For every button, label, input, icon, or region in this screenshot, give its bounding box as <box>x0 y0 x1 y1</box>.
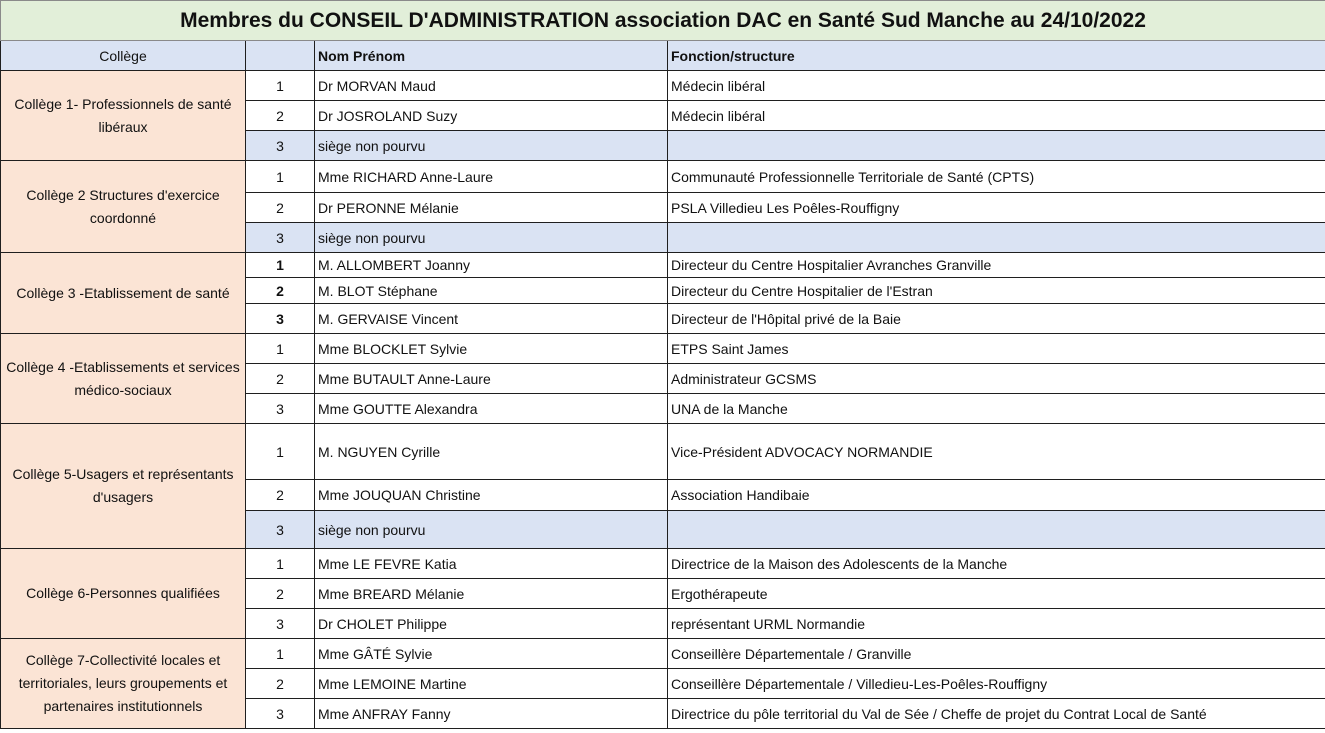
member-name[interactable]: Mme JOUQUAN Christine <box>315 480 668 511</box>
member-number[interactable]: 3 <box>246 394 315 424</box>
member-number[interactable]: 1 <box>246 424 315 480</box>
sheet-title[interactable]: Membres du CONSEIL D'ADMINISTRATION association DAC en Santé Sud Manche au 24/10/2022 <box>1 1 1325 41</box>
member-number[interactable]: 2 <box>246 364 315 394</box>
member-number[interactable]: 1 <box>246 639 315 669</box>
member-number[interactable]: 3 <box>246 131 315 161</box>
member-function[interactable]: Vice-Président ADVOCACY NORMANDIE <box>668 424 1325 480</box>
header-number[interactable] <box>246 41 315 71</box>
member-function[interactable]: Communauté Professionnelle Territoriale de Santé (CPTS) <box>668 161 1325 193</box>
member-number[interactable]: 1 <box>246 161 315 193</box>
college-3-label[interactable]: Collège 3 -Etablissement de santé <box>1 253 246 334</box>
college-1-label[interactable]: Collège 1- Professionnels de santé libéraux <box>1 71 246 161</box>
member-function[interactable]: Directeur du Centre Hospitalier de l'Estran <box>668 278 1325 304</box>
member-name[interactable]: siège non pourvu <box>315 131 668 161</box>
header-college[interactable]: Collège <box>1 41 246 71</box>
member-number[interactable]: 3 <box>246 511 315 549</box>
member-name[interactable]: siège non pourvu <box>315 511 668 549</box>
member-function[interactable]: Ergothérapeute <box>668 579 1325 609</box>
header-function[interactable]: Fonction/structure <box>668 41 1325 71</box>
member-row <box>1 334 1325 364</box>
member-function[interactable]: Conseillère Départementale / Granville <box>668 639 1325 669</box>
member-number[interactable]: 1 <box>246 71 315 101</box>
member-name[interactable]: Mme BREARD Mélanie <box>315 579 668 609</box>
member-number[interactable]: 1 <box>246 549 315 579</box>
member-row <box>1 253 1325 278</box>
member-number[interactable]: 2 <box>246 480 315 511</box>
member-name[interactable]: Mme GÂTÉ Sylvie <box>315 639 668 669</box>
college-7-label[interactable]: Collège 7-Collectivité locales et territoriales, leurs groupements et partenaires institutionnels <box>1 639 246 729</box>
header-name[interactable]: Nom Prénom <box>315 41 668 71</box>
member-name[interactable]: Mme LE FEVRE Katia <box>315 549 668 579</box>
member-function[interactable]: représentant URML Normandie <box>668 609 1325 639</box>
member-row <box>1 71 1325 101</box>
member-name[interactable]: M. BLOT Stéphane <box>315 278 668 304</box>
member-function[interactable]: Administrateur GCSMS <box>668 364 1325 394</box>
member-name[interactable]: M. NGUYEN Cyrille <box>315 424 668 480</box>
member-function[interactable] <box>668 223 1325 253</box>
member-number[interactable]: 2 <box>246 669 315 699</box>
member-function[interactable]: Conseillère Départementale / Villedieu-Les-Poêles-Rouffigny <box>668 669 1325 699</box>
member-number[interactable]: 2 <box>246 579 315 609</box>
college-4-label[interactable]: Collège 4 -Etablissements et services médico-sociaux <box>1 334 246 424</box>
member-number[interactable]: 2 <box>246 278 315 304</box>
member-function[interactable]: Directeur du Centre Hospitalier Avranches Granville <box>668 253 1325 278</box>
title-row <box>1 1 1325 41</box>
member-name[interactable]: Mme ANFRAY Fanny <box>315 699 668 729</box>
member-number[interactable]: 2 <box>246 101 315 131</box>
member-function[interactable]: Directrice de la Maison des Adolescents de la Manche <box>668 549 1325 579</box>
member-function[interactable] <box>668 511 1325 549</box>
member-name[interactable]: Dr PERONNE Mélanie <box>315 193 668 223</box>
college-2-label[interactable]: Collège 2 Structures d'exercice coordonné <box>1 161 246 253</box>
member-function[interactable]: ETPS Saint James <box>668 334 1325 364</box>
member-name[interactable]: Mme BUTAULT Anne-Laure <box>315 364 668 394</box>
header-row <box>1 41 1325 71</box>
member-row <box>1 161 1325 193</box>
member-number[interactable]: 3 <box>246 223 315 253</box>
member-name[interactable]: Dr CHOLET Philippe <box>315 609 668 639</box>
member-name[interactable]: siège non pourvu <box>315 223 668 253</box>
member-number[interactable]: 3 <box>246 304 315 334</box>
member-function[interactable] <box>668 131 1325 161</box>
member-name[interactable]: Mme GOUTTE Alexandra <box>315 394 668 424</box>
member-name[interactable]: Mme LEMOINE Martine <box>315 669 668 699</box>
member-number[interactable]: 3 <box>246 699 315 729</box>
member-function[interactable]: Médecin libéral <box>668 101 1325 131</box>
member-function[interactable]: Association Handibaie <box>668 480 1325 511</box>
member-number[interactable]: 3 <box>246 609 315 639</box>
member-name[interactable]: M. ALLOMBERT Joanny <box>315 253 668 278</box>
member-function[interactable]: Médecin libéral <box>668 71 1325 101</box>
member-function[interactable]: Directrice du pôle territorial du Val de Sée / Cheffe de projet du Contrat Local de Santé <box>668 699 1325 729</box>
member-number[interactable]: 2 <box>246 193 315 223</box>
member-name[interactable]: Mme BLOCKLET Sylvie <box>315 334 668 364</box>
member-function[interactable]: Directeur de l'Hôpital privé de la Baie <box>668 304 1325 334</box>
member-function[interactable]: PSLA Villedieu Les Poêles-Rouffigny <box>668 193 1325 223</box>
member-row <box>1 424 1325 480</box>
member-name[interactable]: Dr MORVAN Maud <box>315 71 668 101</box>
member-function[interactable]: UNA de la Manche <box>668 394 1325 424</box>
member-number[interactable]: 1 <box>246 334 315 364</box>
member-number[interactable]: 1 <box>246 253 315 278</box>
member-row <box>1 639 1325 669</box>
member-name[interactable]: M. GERVAISE Vincent <box>315 304 668 334</box>
member-name[interactable]: Dr JOSROLAND Suzy <box>315 101 668 131</box>
college-5-label[interactable]: Collège 5-Usagers et représentants d'usagers <box>1 424 246 549</box>
member-row <box>1 549 1325 579</box>
member-name[interactable]: Mme RICHARD Anne-Laure <box>315 161 668 193</box>
college-6-label[interactable]: Collège 6-Personnes qualifiées <box>1 549 246 639</box>
